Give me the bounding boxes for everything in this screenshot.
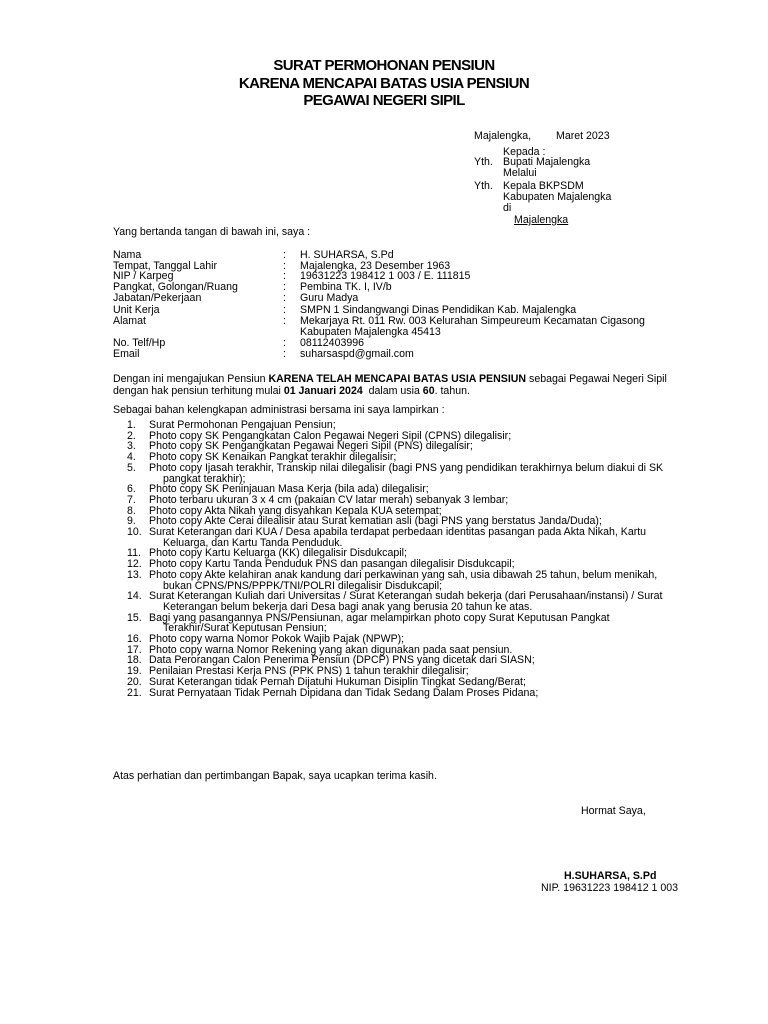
attachment-text: Photo copy warna Nomor Rekening yang akan digunakan pada saat pensiun. (149, 643, 513, 656)
attachment-text: Photo copy Akta Nikah yang disyahkan Kepala KUA setempat; (149, 504, 442, 517)
attachment-text-continued: Keluarga, dan Kartu Tanda Penduduk. (163, 536, 343, 549)
attachment-text: Photo terbaru ukuran 3 x 4 cm (pakaian CV latar merah) sebanyak 3 lembar; (149, 493, 509, 506)
attachment-text: Data Perorangan Calon Penerima Pensiun (DPCP) PNS yang dicetak dari SIASN; (149, 654, 535, 667)
recipient-melalui: Melalui (503, 167, 537, 179)
title-line-2: KARENA MENCAPAI BATAS USIA PENSIUN (238, 74, 530, 92)
attachment-text-continued: bukan CPNS/PNS/PPPK/TNI/POLRI dilegalisir Disdukcapil; (163, 579, 443, 592)
intro-text: Yang bertanda tangan di bawah ini, saya : (113, 226, 311, 238)
attachment-text: Photo copy Kartu Tanda Penduduk PNS dan pasangan dilegalisir Disdukcapil; (149, 558, 515, 571)
attachment-number: 9. (127, 515, 136, 528)
place-text: Majalengka, (474, 130, 532, 142)
signature-greeting: Hormat Saya, (581, 805, 646, 817)
attachment-text: Photo copy Akte kelahiran anak kandung dari perkawinan yang sah, usia dibawah 25 tahun, belum menikah, (149, 568, 658, 581)
attachment-number: 7. (127, 493, 136, 506)
attachment-item (113, 570, 710, 591)
date-text: Maret 2023 (556, 130, 610, 142)
attachment-text: Photo copy warna Nomor Pokok Wajib Pajak (NPWP); (149, 633, 405, 646)
attachment-text: Photo copy SK Pengangkatan Calon Pegawai Negeri Sipil (CPNS) dilegalisir; (149, 429, 512, 442)
attachment-text: Surat Permohonan Pengajuan Pensiun; (149, 419, 336, 431)
identity-value: Guru Madya (300, 292, 359, 304)
attachment-number: 21. (127, 686, 142, 699)
title-line-1: SURAT PERMOHONAN PENSIUN (273, 57, 495, 74)
recipient-kepada: Kepada : (503, 146, 546, 158)
identity-value: SMPN 1 Sindangwangi Dinas Pendidikan Kab. Majalengka (300, 304, 577, 316)
attachment-number: 5. (127, 461, 136, 474)
attachment-number: 14. (127, 590, 142, 603)
attachment-number: 2. (127, 429, 136, 442)
attachment-number: 17. (127, 643, 142, 656)
attachment-number: 15. (127, 611, 142, 624)
attachment-text: Photo copy Ijasah terakhir, Transkip nilai dilegalisir (bagi PNS yang pendidikan terakhirnya belum diakui di SK (149, 461, 664, 474)
attachment-number: 16. (127, 633, 142, 646)
request-paragraph (113, 374, 717, 396)
identity-value: Mekarjaya Rt. 011 Rw. 003 Kelurahan Simpeureum Kecamatan Cigasong (300, 315, 645, 327)
identity-colon: : (283, 259, 286, 272)
request-bold: KARENA TELAH MENCAPAI BATAS USIA PENSIUN (268, 373, 527, 385)
attachment-text: Photo copy Kartu Keluarga (KK) dilegalisir Disdukcapil; (149, 547, 407, 560)
request-text: Dengan ini mengajukan Pensiun (113, 373, 269, 385)
attachment-number: 18. (127, 654, 142, 667)
identity-label: NIP / Karpeg (113, 270, 174, 282)
recipient-city: Majalengka (514, 214, 569, 226)
letter-title (0, 57, 768, 110)
attachment-number: 13. (127, 568, 142, 581)
attachment-number: 4. (127, 451, 136, 464)
identity-label: Jabatan/Pekerjaan (113, 292, 202, 304)
attachments-intro: Sebagai bahan kelengkapan administrasi bersama ini saya lampirkan : (113, 404, 445, 416)
recipient-name-1: Bupati Majalengka (503, 156, 591, 168)
request-line-2 (113, 386, 717, 397)
attachment-text: Photo copy SK Pengangkatan Pegawai Negeri Sipil (PNS) dilegalisir; (149, 440, 473, 453)
identity-label: Email (113, 348, 140, 360)
identity-label: Nama (113, 249, 142, 261)
attachment-number: 10. (127, 526, 142, 539)
identity-colon: : (283, 249, 286, 261)
attachment-text-continued: Keterangan belum bekerja dari Desa bagi anak yang berusia 20 tahun ke atas. (163, 600, 533, 613)
identity-label: Unit Kerja (113, 304, 160, 316)
identity-label: No. Telf/Hp (113, 337, 166, 349)
attachment-number: 8. (127, 504, 136, 517)
identity-value: 08112403996 (300, 337, 365, 349)
attachment-text: Photo copy Akte Cerai dilealisir atau Surat kematian asli (bagi PNS yang berstatus Janda/Duda); (149, 515, 602, 528)
identity-colon: : (283, 292, 286, 304)
attachment-item (113, 677, 710, 688)
attachment-text: Surat Keterangan dari KUA / Desa apabila terdapat perbedaan identitas pasangan pada Akta Nikah, Kartu (149, 526, 647, 539)
attachment-text-continued: pangkat terakhir); (163, 472, 246, 485)
attachment-number: 12. (127, 558, 142, 571)
attachment-number: 19. (127, 665, 142, 678)
attachment-text: Surat Keterangan Kuliah dari Universitas / Surat Keterangan sudah bekerja (dari Perusahaan/instansi) / Surat (149, 590, 663, 603)
attachment-text: Photo copy SK Kenaikan Pangkat terakhir dilegalisir; (149, 451, 397, 464)
attachment-text: Photo copy SK Peninjauan Masa Kerja (bila ada) dilegalisir; (149, 483, 429, 496)
retirement-age: 60 (422, 384, 435, 397)
request-text-mid: dalam usia (362, 384, 423, 397)
request-text-tail: . tahun. (434, 384, 470, 397)
attachment-text-continued: Terakhir/Surat Keputusan Pensiun; (163, 622, 327, 635)
identity-colon: : (283, 315, 286, 327)
identity-value: H. SUHARSA, S.Pd (300, 249, 394, 261)
identity-colon: : (283, 304, 286, 316)
attachment-text: Bagi yang pasangannya PNS/Pensiunan, agar melampirkan photo copy Surat Keputusan Pangkat (149, 611, 610, 624)
request-text-end: sebagai Pegawai Negeri Sipil (526, 373, 667, 385)
attachment-text: Surat Keterangan tidak Pernah Dijatuhi Hukuman Disiplin Tingkat Sedang/Berat; (149, 675, 526, 688)
identity-value: Majalengka, 23 Desember 1963 (300, 259, 451, 272)
closing-text: Atas perhatian dan pertimbangan Bapak, saya ucapkan terima kasih. (113, 770, 437, 782)
title-line-3: PEGAWAI NEGERI SIPIL (303, 92, 465, 109)
signature-nip: NIP. 19631223 198412 1 003 (541, 882, 679, 894)
attachment-number: 11. (127, 547, 141, 560)
recipient-yth-2: Yth. (474, 180, 493, 192)
attachments-list (113, 420, 710, 698)
attachment-number: 20. (127, 675, 142, 688)
identity-label: Tempat, Tanggal Lahir (113, 259, 218, 272)
attachment-text: Penilaian Prestasi Kerja PNS (PPK PNS) 1 tahun terakhir dilegalisir; (149, 665, 469, 678)
identity-value: Pembina TK. I, IV/b (300, 281, 392, 293)
attachment-item (113, 591, 710, 612)
identity-value: suharsaspd@gmail.com (300, 348, 414, 360)
recipient-name-2: Kepala BKPSDM (503, 180, 584, 192)
identity-colon: : (283, 348, 286, 360)
recipient-yth-1: Yth. (474, 156, 493, 168)
attachment-text: Surat Pernyataan Tidak Pernah Dipidana dan Tidak Sedang Dalam Proses Pidana; (149, 686, 539, 699)
identity-colon: : (283, 270, 286, 282)
retirement-date: 01 Januari 2024 (283, 384, 363, 397)
attachment-number: 1. (127, 419, 136, 431)
identity-label: Alamat (113, 315, 146, 327)
identity-value: Kabupaten Majalengka 45413 (300, 326, 441, 338)
request-text-2: dengan hak pensiun terhitung mulai (113, 384, 284, 397)
attachment-item (113, 463, 710, 484)
attachment-item (113, 613, 710, 634)
recipient-name-2b: Kabupaten Majalengka (503, 191, 612, 203)
identity-colon: : (283, 281, 286, 293)
attachment-number: 6. (127, 483, 136, 496)
signature-name: H.SUHARSA, S.Pd (564, 870, 657, 882)
identity-value: 19631223 198412 1 003 / E. 111815 (300, 270, 471, 282)
identity-label: Pangkat, Golongan/Ruang (113, 281, 238, 293)
identity-colon: : (283, 337, 286, 349)
recipient-di: di (503, 202, 512, 214)
attachment-item (113, 527, 710, 548)
attachment-item (113, 688, 710, 699)
attachment-number: 3. (127, 440, 136, 453)
